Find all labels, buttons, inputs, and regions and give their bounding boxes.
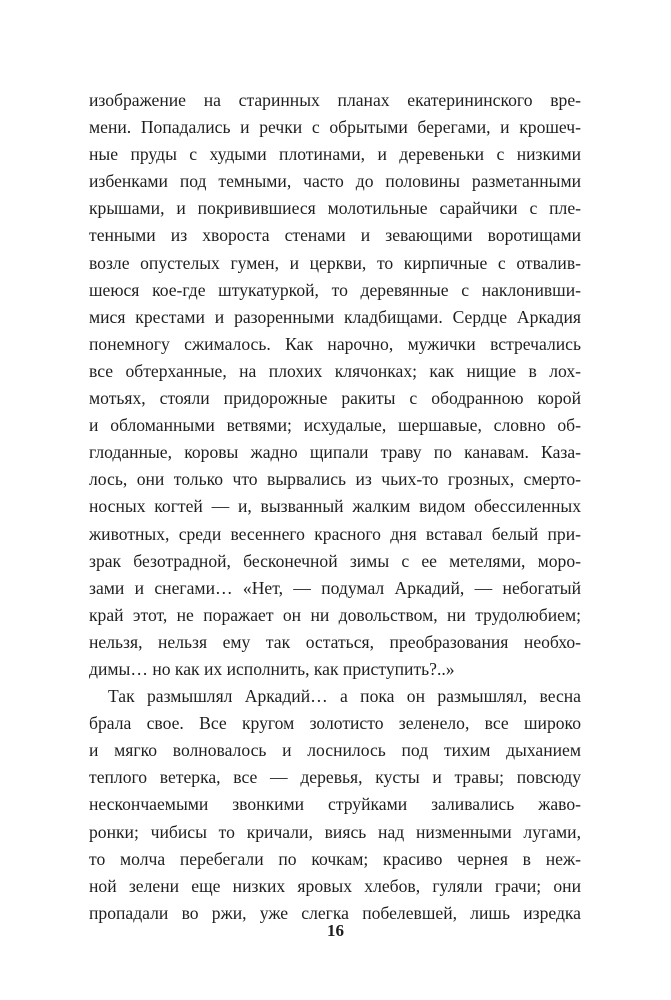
text-line: зрак безотрадной, бесконечной зимы с ее метелями, моро- <box>89 550 581 571</box>
text-line: тенными из хвороста стенами и зевающими воротищами <box>89 225 581 246</box>
text-line: зами и снегами… «Нет, — подумал Аркадий, — небогатый <box>89 577 581 598</box>
page-number: 16 <box>327 921 344 940</box>
text-line: нельзя, нельзя ему так остаться, преобразования необхо- <box>89 631 581 652</box>
text-line: мися крестами и разоренными кладбищами. Сердце Аркадия <box>89 306 581 327</box>
text-line: Так размышлял Аркадий… а пока он размышлял, весна <box>108 686 581 707</box>
paragraph <box>89 683 581 927</box>
text-line: животных, среди весеннего красного дня вставал белый при- <box>89 523 581 544</box>
text-line: мени. Попадались и речки с обрытыми берегами, и крошеч- <box>89 117 581 138</box>
text-line: то молча перебегали по кочкам; красиво чернея в неж- <box>89 848 581 869</box>
text-line: нескончаемыми звонкими струйками заливались жаво- <box>89 794 581 815</box>
text-line: мотьях, стояли придорожные ракиты с ободранною корой <box>89 388 581 409</box>
text-line: димы… но как их исполнить, как приступить?..» <box>89 658 455 679</box>
text-line: лось, они только что вырвались из чьих-то грозных, смерто- <box>89 469 581 490</box>
text-line: все обтерханные, на плохих клячонках; как нищие в лох- <box>89 360 581 381</box>
text-line: пропадали во ржи, уже слегка побелевшей, лишь изредка <box>89 902 581 923</box>
text-line: изображение на старинных планах екатерининского вре- <box>89 90 581 110</box>
text-line: понемногу сжималось. Как нарочно, мужички встречались <box>89 333 581 354</box>
text-line: носных когтей — и, вызванный жалким видом обессиленных <box>89 496 581 517</box>
text-line: избенками под темными, часто до половины разметанными <box>89 171 581 192</box>
text-line: ные пруды с худыми плотинами, и деревеньки с низкими <box>89 144 581 165</box>
text-line: шеюся кое-где штукатуркой, то деревянные с наклонивши- <box>89 279 581 300</box>
text-line: крышами, и покривившиеся молотильные сарайчики с пле- <box>89 198 581 219</box>
text-line: брала свое. Все кругом золотисто зеленело, все широко <box>89 713 581 734</box>
text-line: ной зелени еще низких яровых хлебов, гуляли грачи; они <box>89 875 581 896</box>
text-line: край этот, не поражает он ни довольством, ни трудолюбием; <box>89 604 581 625</box>
text-line: глоданные, коровы жадно щипали траву по канавам. Каза- <box>89 442 581 463</box>
text-line: и мягко волновалось и лоснилось под тихим дыханием <box>89 740 581 761</box>
paragraph <box>89 87 581 683</box>
text-line: и обломанными ветвями; исхудалые, шершавые, словно об- <box>89 415 581 436</box>
text-line: теплого ветерка, все — деревья, кусты и травы; повсюду <box>89 767 581 788</box>
text-line: возле опустелых гумен, и церкви, то кирпичные с отвалив- <box>89 252 581 273</box>
text-line: ронки; чибисы то кричали, виясь над низменными лугами, <box>89 821 581 842</box>
page-body <box>89 87 581 927</box>
